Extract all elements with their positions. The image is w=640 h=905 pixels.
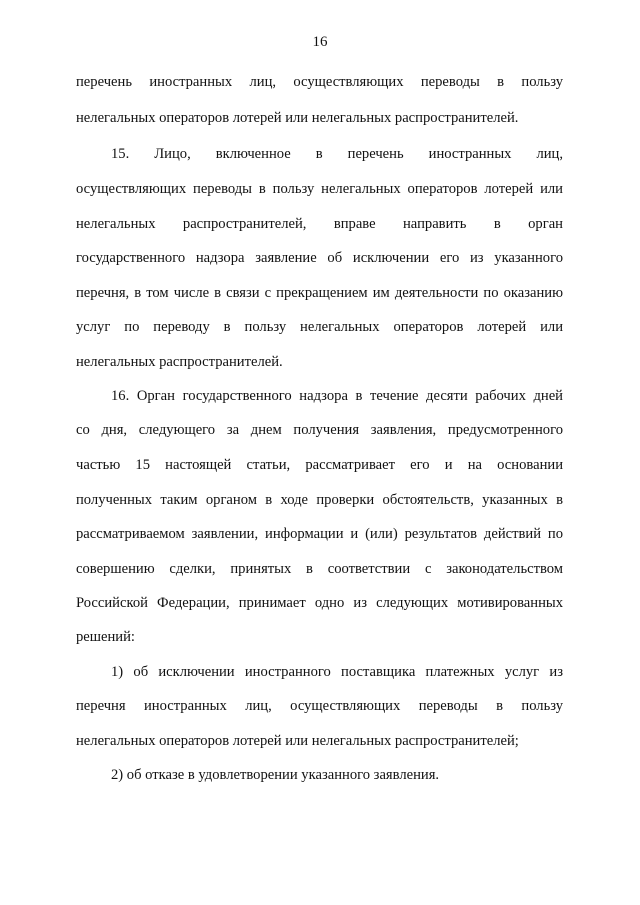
text-line: полученных таким органом в ходе проверки обстоятельств, указанных в (76, 492, 563, 508)
text-line: нелегальных операторов лотерей или нелегальных распространителей; (76, 733, 519, 749)
text-line: со дня, следующего за днем получения заявления, предусмотренного (76, 422, 563, 438)
page-number: 16 (312, 34, 328, 50)
text-line: частью 15 настоящей статьи, рассматривает его и на основании (76, 457, 563, 473)
text-line: нелегальных распространителей, вправе направить в орган (76, 216, 563, 232)
text-line: нелегальных распространителей. (76, 354, 283, 370)
text-line: нелегальных операторов лотерей или нелегальных распространителей. (76, 110, 519, 126)
paragraph-16-start: 16. Орган государственного надзора в течение десяти рабочих дней (111, 388, 563, 404)
text-line: совершению сделки, принятых в соответствии с законодательством (76, 561, 563, 577)
list-item-2: 2) об отказе в удовлетворении указанного заявления. (111, 767, 440, 783)
text-line: перечня, в том числе в связи с прекращением им деятельности по оказанию (76, 285, 563, 301)
text-line: рассматриваемом заявлении, информации и (или) результатов действий по (76, 526, 563, 542)
paragraph-15-start: 15. Лицо, включенное в перечень иностранных лиц, (111, 146, 563, 162)
list-item-1-start: 1) об исключении иностранного поставщика платежных услуг из (111, 664, 563, 680)
text-line: государственного надзора заявление об исключении его из указанного (76, 250, 563, 266)
text-line: Российской Федерации, принимает одно из следующих мотивированных (76, 595, 563, 611)
text-line: перечень иностранных лиц, осуществляющих переводы в пользу (76, 74, 563, 90)
text-line: услуг по переводу в пользу нелегальных операторов лотерей или (76, 319, 563, 335)
text-line: перечня иностранных лиц, осуществляющих переводы в пользу (76, 698, 563, 714)
text-line: решений: (76, 629, 135, 645)
text-line: осуществляющих переводы в пользу нелегальных операторов лотерей или (76, 181, 563, 197)
